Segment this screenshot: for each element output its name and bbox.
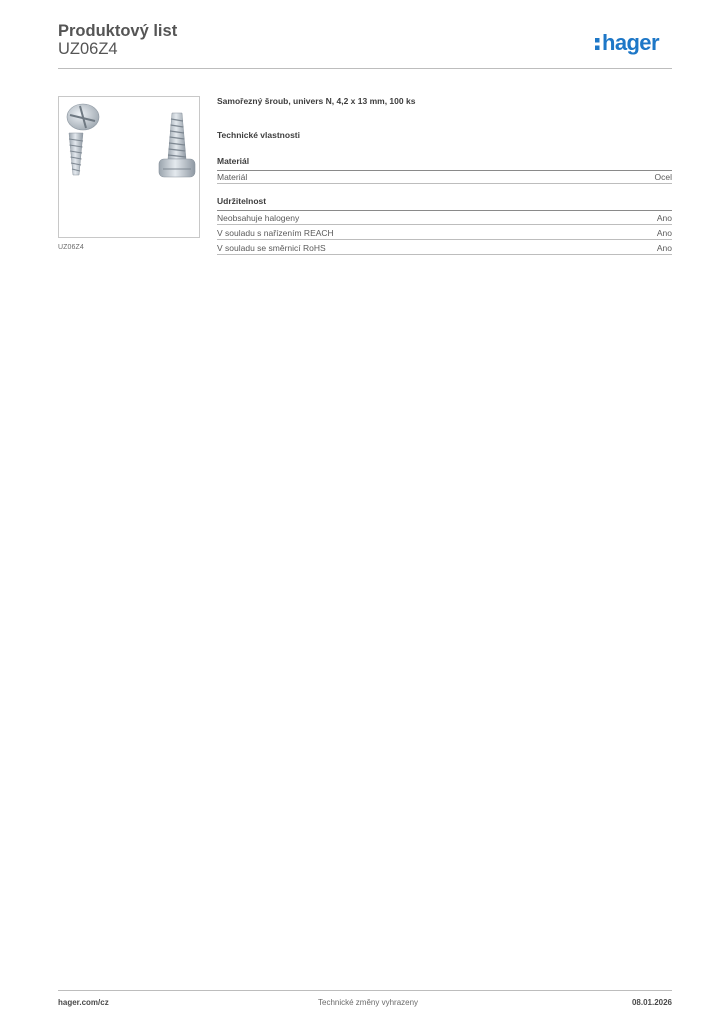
group-heading-sustainability: Udržitelnost: [217, 196, 672, 211]
footer-date: 08.01.2026: [631, 998, 672, 1007]
hager-logo: [594, 30, 674, 56]
image-caption: UZ06Z4: [58, 244, 84, 251]
row-label: V souladu s nařízením REACH: [217, 227, 334, 238]
row-label: Materiál: [217, 171, 248, 182]
row-label: V souladu se směrnicí RoHS: [217, 242, 326, 253]
row-label: Neobsahuje halogeny: [217, 212, 300, 223]
section-title: Technické vlastnosti: [217, 130, 300, 140]
footer-note: Technické změny vyhrazeny: [318, 998, 419, 1007]
screw-right: [159, 113, 195, 177]
table-row: [217, 226, 672, 240]
footer-divider: [58, 990, 672, 991]
header-divider: [58, 68, 672, 69]
product-code: UZ06Z4: [58, 40, 118, 58]
product-details: [217, 96, 672, 253]
table-row: [217, 211, 672, 225]
row-value: Ocel: [654, 171, 672, 182]
footer-website: hager.com/cz: [58, 998, 109, 1007]
product-description: Samořezný šroub, univers N, 4,2 x 13 mm, 100 ks: [217, 96, 416, 106]
table-row: [217, 241, 672, 255]
row-value: Ano: [656, 212, 672, 223]
svg-text:hager: hager: [602, 30, 659, 55]
table-row: [217, 170, 672, 184]
screw-illustration: [59, 97, 199, 237]
page-title: Produktový list: [58, 22, 178, 40]
product-image: [58, 96, 200, 238]
group-heading-material: Materiál: [217, 156, 672, 171]
row-value: Ano: [656, 242, 672, 253]
screw-left: [67, 104, 99, 175]
row-value: Ano: [656, 227, 672, 238]
